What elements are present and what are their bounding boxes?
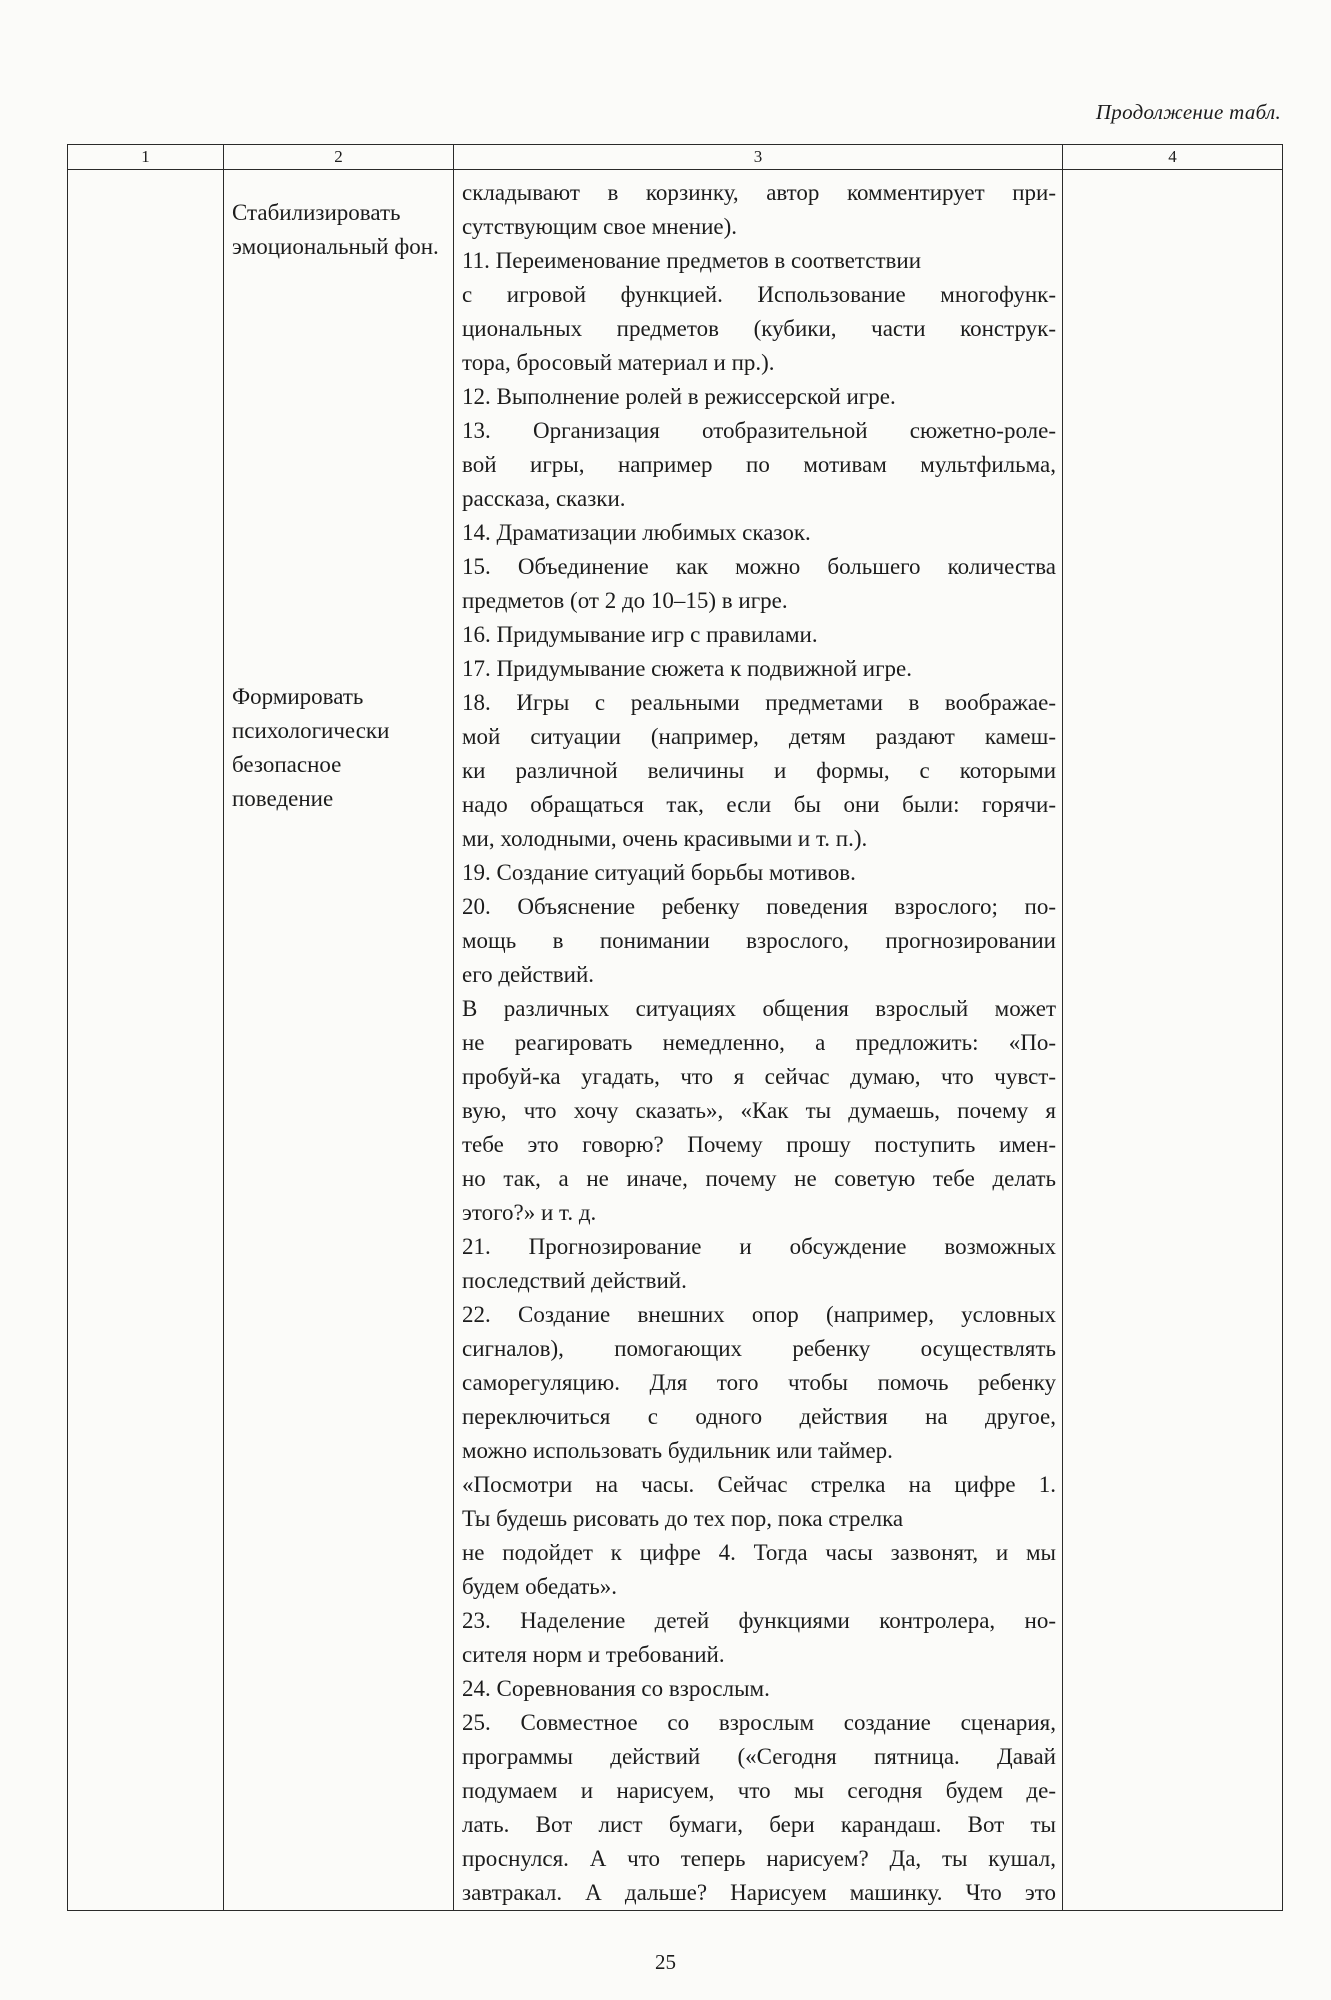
cell-col1: [68, 170, 224, 1911]
cell-col3-methods: [454, 170, 1063, 1911]
method-text-line: не подойдет к цифре 4. Тогда часы зазвонят, и мы: [462, 1540, 1056, 1565]
method-text-line: 24. Соревнования со взрослым.: [462, 1676, 770, 1701]
method-text-line: мой ситуации (например, детям раздают камеш-: [462, 724, 1056, 749]
column-header-4: 4: [1063, 145, 1283, 170]
method-text-line: 17. Придумывание сюжета к подвижной игре.: [462, 656, 912, 681]
method-text-line: 20. Объяснение ребенку поведения взрослого; по-: [462, 894, 1056, 919]
method-text-line: можно использовать будильник или таймер.: [462, 1438, 893, 1463]
method-text-line: 22. Создание внешних опор (например, условных: [462, 1302, 1056, 1327]
method-text-line: предметов (от 2 до 10–15) в игре.: [462, 588, 788, 613]
method-text-line: 16. Придумывание игр с правилами.: [462, 622, 818, 647]
goal-safe-behavior: Формировать психологически безопасное поведение: [232, 684, 390, 811]
method-text-line: сигналов), помогающих ребенку осуществлять: [462, 1336, 1056, 1361]
content-table: [67, 144, 1283, 1911]
method-text-line: 14. Драматизации любимых сказок.: [462, 520, 811, 545]
cell-col2: [224, 170, 454, 1911]
column-header-1: 1: [68, 145, 224, 170]
column-header-2: 2: [224, 145, 454, 170]
method-text-line: лать. Вот лист бумаги, бери карандаш. Вот ты: [462, 1812, 1056, 1837]
method-text-line: сутствующим свое мнение).: [462, 214, 738, 239]
method-text-line: «Посмотри на часы. Сейчас стрелка на цифре 1.: [462, 1472, 1056, 1497]
method-text-line: ки различной величины и формы, с которыми: [462, 758, 1056, 783]
method-text-line: не реагировать немедленно, а предложить: «По-: [462, 1030, 1056, 1055]
method-text-line: 25. Совместное со взрослым создание сценария,: [462, 1710, 1056, 1735]
method-text-line: надо обращаться так, если бы они были: горячи-: [462, 792, 1056, 817]
method-text-line: ми, холодными, очень красивыми и т. п.).: [462, 826, 868, 851]
method-text-line: 13. Организация отобразительной сюжетно-роле-: [462, 418, 1056, 443]
method-text-line: этого?» и т. д.: [462, 1200, 597, 1225]
method-text-line: 12. Выполнение ролей в режиссерской игре.: [462, 384, 896, 409]
method-text-line: подумаем и нарисуем, что мы сегодня будем де-: [462, 1778, 1056, 1803]
method-text-line: последствий действий.: [462, 1268, 687, 1293]
method-text-line: но так, а не иначе, почему не советую тебе делать: [462, 1166, 1056, 1191]
method-text-line: вую, что хочу сказать», «Как ты думаешь, почему я: [462, 1098, 1056, 1123]
table-header-row: [68, 145, 1283, 170]
method-text-line: программы действий («Сегодня пятница. Давай: [462, 1744, 1056, 1769]
method-text-line: пробуй-ка угадать, что я сейчас думаю, что чувст-: [462, 1064, 1056, 1089]
method-text-line: 15. Объединение как можно большего количества: [462, 554, 1056, 579]
method-text-line: с игровой функцией. Использование многофунк-: [462, 282, 1056, 307]
method-text-line: 19. Создание ситуаций борьбы мотивов.: [462, 860, 856, 885]
method-text-line: мощь в понимании взрослого, прогнозировании: [462, 928, 1056, 953]
table-row: [68, 170, 1283, 1911]
methods-text: [454, 170, 1062, 1910]
method-text-line: его действий.: [462, 962, 595, 987]
method-text-line: Ты будешь рисовать до тех пор, пока стрелка: [462, 1506, 904, 1531]
method-text-line: рассказа, сказки.: [462, 486, 626, 511]
goal-stabilize-emotional-background: Стабилизировать эмоциональный фон.: [232, 200, 439, 259]
method-text-line: завтракал. А дальше? Нарисуем машинку. Что это: [462, 1880, 1056, 1905]
method-text-line: саморегуляцию. Для того чтобы помочь ребенку: [462, 1370, 1056, 1395]
table-continuation-caption: Продолжение табл.: [1095, 100, 1281, 124]
method-text-line: 23. Наделение детей функциями контролера, но-: [462, 1608, 1056, 1633]
method-text-line: складывают в корзинку, автор комментирует при-: [462, 180, 1056, 205]
method-text-line: 21. Прогнозирование и обсуждение возможных: [462, 1234, 1056, 1259]
method-text-line: переключиться с одного действия на другое,: [462, 1404, 1056, 1429]
method-text-line: вой игры, например по мотивам мультфильма,: [462, 452, 1056, 477]
cell-col4: [1063, 170, 1283, 1911]
method-text-line: тебе это говорю? Почему прошу поступить имен-: [462, 1132, 1056, 1157]
method-text-line: проснулся. А что теперь нарисуем? Да, ты кушал,: [462, 1846, 1056, 1871]
method-text-line: будем обедать».: [462, 1574, 618, 1599]
method-text-line: сителя норм и требований.: [462, 1642, 725, 1667]
page-number: 25: [655, 1950, 676, 1974]
column-header-3: 3: [454, 145, 1063, 170]
method-text-line: 18. Игры с реальными предметами в воображае-: [462, 690, 1056, 715]
method-text-line: В различных ситуациях общения взрослый может: [462, 996, 1056, 1021]
method-text-line: тора, бросовый материал и пр.).: [462, 350, 775, 375]
method-text-line: 11. Переименование предметов в соответствии: [462, 248, 922, 273]
method-text-line: циональных предметов (кубики, части конструк-: [462, 316, 1056, 341]
